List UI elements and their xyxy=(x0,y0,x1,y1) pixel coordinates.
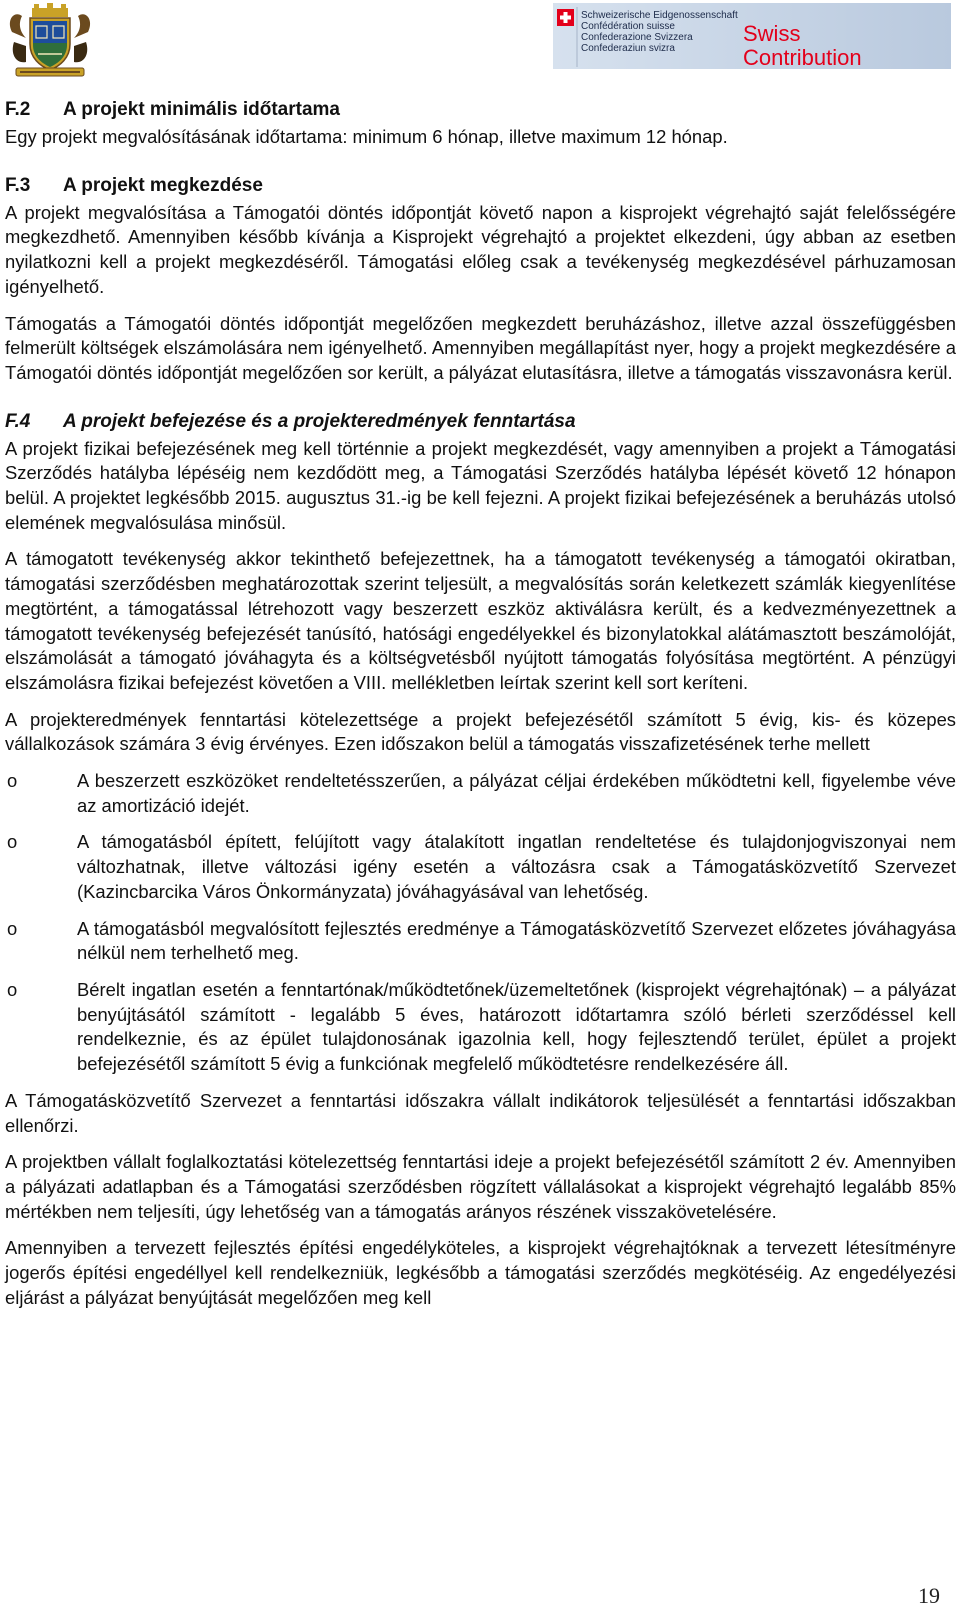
section-number: F.4 xyxy=(5,410,31,432)
list-item-text: A támogatásból épített, felújított vagy átalakított ingatlan rendeltetése és tulajdonjogviszonyai nem változhatnak, illetve változási igény esetén a változásra csak a Támogatásközvetítő Szervezet (Kazincbarcika Város Önkormányzata) jóváhagyásával van lehetőség. xyxy=(77,831,956,902)
list-item xyxy=(5,769,956,818)
section-number: F.3 xyxy=(5,174,31,196)
paragraph: A projekt fizikai befejezésének meg kell történnie a projekt megkezdését, vagy amennyiben a projekt a Támogatási Szerződés hatályba lépéséig nem kezdődött meg, a Támogatási Szerződés hatályba lépését követő 12 hónapon belül. A projektet legkésőbb 2015. augusztus 31.-ig be kell fejezni. A projekt fizikai befejezésének a beruházás utolsó elemének megvalósulása minősül. xyxy=(5,437,956,533)
list-item xyxy=(5,917,956,966)
document-body xyxy=(5,98,956,1310)
list-item xyxy=(5,978,956,1077)
obligations-list xyxy=(5,769,956,1077)
list-bullet: o xyxy=(7,831,18,853)
paragraph: A projekt megvalósítása a Támogatói döntés időpontját követő napon a kisprojekt végrehajtó saját felelősségére megkezdhető. Amennyiben később kívánja a Kisprojekt végrehajtó a projektet elkezdeni, úgy abban az esetben nyilatkozni kell a projekt megkezdéséről. Támogatási előleg csak a tevékenység megkezdésével párhuzamosan igényelhető. xyxy=(5,201,956,297)
paragraph: Amennyiben a tervezett fejlesztés építési engedélyköteles, a kisprojekt végrehajtóknak a tervezett létesítményre jogerős építési engedéllyel kell rendelkezniük, legkésőbb a támogatási szerződés megkötéséig. Az engedélyezési eljárást a pályázat benyújtását megelőzően meg kell xyxy=(5,1237,956,1308)
section-heading-f4 xyxy=(5,410,956,434)
list-item-text: A beszerzett eszközöket rendeltetésszerűen, a pályázat céljai érdekében működtetni kell, figyelembe véve az amortizáció idejét. xyxy=(77,770,956,816)
swiss-line-2: Confédération suisse xyxy=(581,21,675,32)
section-title: A projekt minimális időtartama xyxy=(63,99,340,120)
paragraph: A projekteredmények fenntartási kötelezettsége a projekt befejezésétől számított 5 évig, kis- és közepes vállalkozások számára 3 évig érvényes. Ezen időszakon belül a támogatás visszafizetésének terhe mellett xyxy=(5,708,956,755)
section-heading-f2 xyxy=(5,98,956,122)
paragraph: Támogatás a Támogatói döntés időpontját megelőzően megkezdett beruházáshoz, illetve azzal összefüggésben felmerült költségek elszámolására nem igényelhető. Amennyiben megállapítást nyer, hogy a projekt megkezdésére a Támogatói döntés időpontját megelőzően sor került, a pályázat elutasításra, illetve a támogatás visszavonásra kerül. xyxy=(5,312,956,383)
paragraph: A projektben vállalt foglalkoztatási kötelezettség fenntartási ideje a projekt befejezésétől számított 2 év. Amennyiben a pályázati adatlapban és a Támogatási szerződésben rögzített vállalásokat a kisprojekt végrehajtó legalább 85% mértékben nem teljesíti, úgy lehetőség van a támogatás arányos részének visszakövetelésére. xyxy=(5,1151,956,1222)
list-bullet: o xyxy=(7,917,18,939)
section-number: F.2 xyxy=(5,99,31,120)
section-title: A projekt befejezése és a projekteredmények fenntartása xyxy=(63,410,576,432)
list-item xyxy=(5,830,956,904)
paragraph: Egy projekt megvalósításának időtartama: minimum 6 hónap, illetve maximum 12 hónap. xyxy=(5,126,728,147)
swiss-line-4: Confederaziun svizra xyxy=(581,43,675,54)
swiss-brand-line-1: Swiss xyxy=(743,21,801,46)
list-item-text: A támogatásból megvalósított fejlesztés eredménye a Támogatásközvetítő Szervezet előzetes jóváhagyása nélkül nem terhelhető meg. xyxy=(77,917,956,964)
list-bullet: o xyxy=(7,770,18,792)
swiss-line-3: Confederazione Svizzera xyxy=(581,32,693,43)
swiss-contribution-banner xyxy=(553,3,951,69)
page-header xyxy=(0,0,960,80)
section-title: A projekt megkezdése xyxy=(63,174,263,196)
list-item-text: Bérelt ingatlan esetén a fenntartónak/működtetőnek/üzemeltetőnek (kisprojekt végrehajtónak) – a pályázat benyújtásától számított - legalább 5 éves, határozott időtartamra szóló bérleti szerződéssel kell rendelkeznie, és az épület tulajdonosának igazolnia kell, hogy fejlesztendő terület, épület a projekt befejezésétől számított 5 évig a funkciónak megfelelő működtetésre rendelkezésére áll. xyxy=(77,978,956,1075)
list-bullet: o xyxy=(7,978,18,1000)
paragraph: A Támogatásközvetítő Szervezet a fenntartási időszakra vállalt indikátorok teljesülését a fenntartási időszakban ellenőrzi. xyxy=(5,1089,956,1136)
swiss-line-1: Schweizerische Eidgenossenschaft xyxy=(581,10,738,21)
section-heading-f3 xyxy=(5,174,956,198)
page-number: 19 xyxy=(918,1583,940,1608)
swiss-brand-line-2: Contribution xyxy=(743,45,862,69)
paragraph: A támogatott tevékenység akkor tekinthető befejezettnek, ha a támogatott tevékenység a támogatói okiratban, támogatási szerződésben meghatározottak szerint teljesült, a megvalósítás során keletkezett számlák kiegyenlítése megtörtént, a támogatással létrehozott vagy beszerzett eszköz aktiválásra került, és a kedvezményezettnek a támogatott tevékenység befejezését tanúsító, hatósági engedélyekkel és bizonylatokkal alátámasztott beszámolóját, elszámolását a támogató jóváhagyta és a költségvetésből nyújtott támogatás folyósítása megtörtént. A pénzügyi elszámolásra fizikai befejezést követően a VIII. mellékletben leírtak szerint kell sort keríteni. xyxy=(5,548,956,693)
kazincbarcika-coat-of-arms-logo xyxy=(4,2,96,78)
swiss-flag-icon xyxy=(557,9,574,26)
